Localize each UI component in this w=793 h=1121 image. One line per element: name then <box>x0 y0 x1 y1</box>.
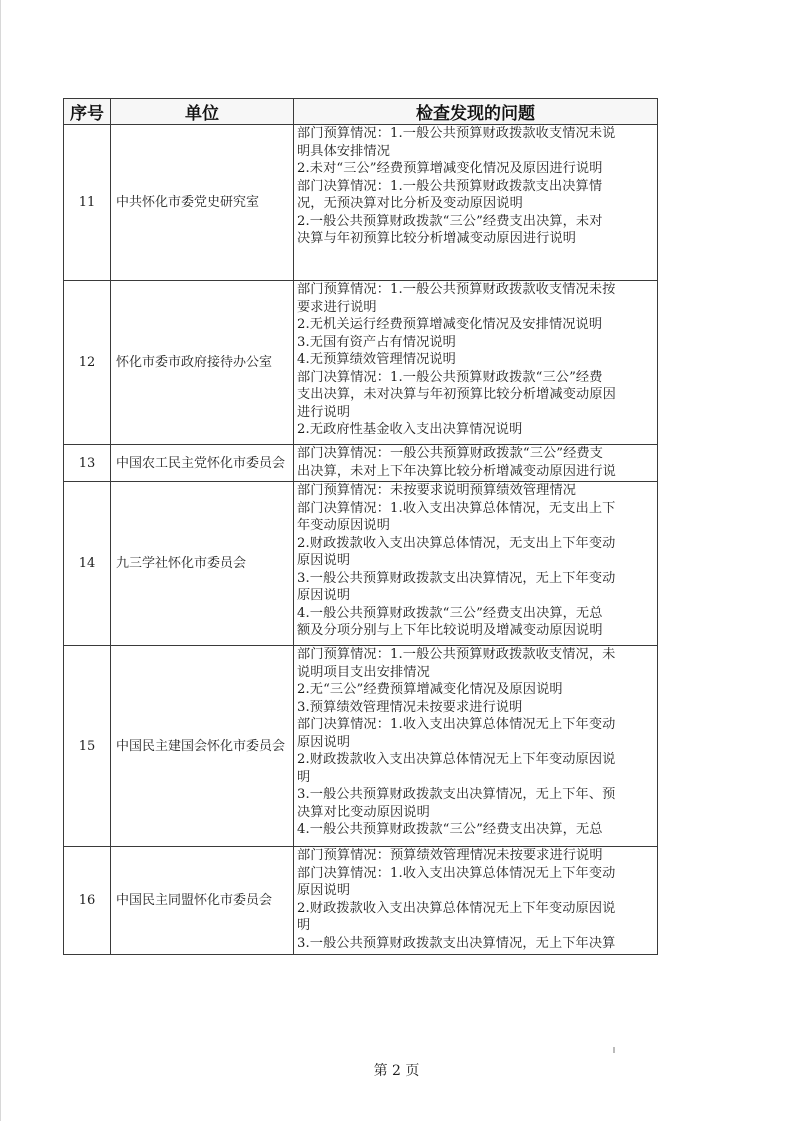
issue-line: 决算对比变动原因说明 <box>297 804 430 820</box>
row-seq: 16 <box>64 847 111 955</box>
scan-speck <box>613 1047 615 1053</box>
header-seq: 序号 <box>64 99 111 125</box>
row-seq: 15 <box>64 646 111 847</box>
issue-line: 明具体安排情况 <box>297 143 391 159</box>
row-seq: 14 <box>64 482 111 646</box>
row-issues-text <box>294 482 657 645</box>
issue-line: 部门预算情况：1.一般公共预算财政拨款收支情况，未 <box>297 647 616 662</box>
issue-line: 支出决算，未对决算与年初预算比较分析增减变动原因 <box>297 387 616 402</box>
row-issues-text <box>294 445 657 481</box>
issue-line: 部门决算情况：1.收入支出决算总体情况无上下年变动 <box>297 717 616 732</box>
issue-line: 4.一般公共预算财政拨款“三公”经费支出决算，无总 <box>297 822 603 837</box>
issue-line: 出决算，未对上下年决算比较分析增减变动原因进行说 <box>297 463 616 479</box>
issue-line: 明 <box>297 769 311 785</box>
issue-line: 原因说明 <box>297 553 351 568</box>
issue-line: 3.一般公共预算财政拨款支出决算情况，无上下年变动 <box>297 570 616 586</box>
issue-line: 年变动原因说明 <box>297 518 391 533</box>
row-issues-text <box>294 281 657 444</box>
issue-line: 部门决算情况：一般公共预算财政拨款“三公”经费支 <box>297 446 604 461</box>
table-body <box>64 125 658 955</box>
issue-line: 原因说明 <box>297 883 351 898</box>
table-row <box>64 125 658 281</box>
issue-line: 4.无预算绩效管理情况说明 <box>297 352 456 367</box>
table-row <box>64 281 658 445</box>
row-issues <box>294 482 658 646</box>
table-row <box>64 482 658 646</box>
row-seq: 12 <box>64 281 111 445</box>
issue-line: 2.无政府性基金收入支出决算情况说明 <box>297 422 523 437</box>
issue-line: 部门决算情况：1.收入支出决算总体情况，无支出上下 <box>297 500 616 516</box>
issue-line: 2.一般公共预算财政拨款“三公”经费支出决算，未对 <box>297 213 603 229</box>
issue-line: 决算与年初预算比较分析增减变动原因进行说明 <box>297 231 577 246</box>
issue-line: 2.无“三公”经费预算增减变化情况及原因说明 <box>297 682 563 697</box>
issue-line: 2.财政拨款收入支出决算总体情况，无支出上下年变动 <box>297 535 616 551</box>
row-issues-text <box>294 847 657 954</box>
issue-line: 明 <box>297 918 311 933</box>
row-unit: 怀化市委市政府接待办公室 <box>111 281 294 445</box>
row-seq: 11 <box>64 125 111 281</box>
issue-line: 说明项目支出安排情况 <box>297 664 430 680</box>
issue-line: 3.一般公共预算财政拨款支出决算情况，无上下年决算 <box>297 935 616 951</box>
row-issues <box>294 847 658 955</box>
inspection-results-table <box>63 98 658 955</box>
row-issues-text <box>294 125 657 280</box>
issue-line: 进行说明 <box>297 404 351 420</box>
page-number: 第 2 页 <box>373 1063 420 1079</box>
issue-line: 2.未对“三公”经费预算增减变化情况及原因进行说明 <box>297 161 603 176</box>
issue-line: 部门决算情况：1.收入支出决算总体情况无上下年变动 <box>297 865 616 881</box>
row-unit: 中国农工民主党怀化市委员会 <box>111 445 294 482</box>
issue-line: 4.一般公共预算财政拨款“三公”经费支出决算，无总 <box>297 605 603 621</box>
issue-line: 原因说明 <box>297 588 351 603</box>
issue-line: 3.预算绩效管理情况未按要求进行说明 <box>297 699 523 715</box>
issue-line: 额及分项分别与上下年比较说明及增减变动原因说明 <box>297 623 603 638</box>
issue-line: 部门预算情况：预算绩效管理情况未按要求进行说明 <box>297 848 603 863</box>
row-issues <box>294 445 658 482</box>
table-row <box>64 847 658 955</box>
issue-line: 部门决算情况：1.一般公共预算财政拨款支出决算情 <box>297 178 603 194</box>
issue-line: 要求进行说明 <box>297 299 377 315</box>
page-scan-edge <box>0 0 1 1121</box>
row-unit: 中国民主建国会怀化市委员会 <box>111 646 294 847</box>
row-unit: 中国民主同盟怀化市委员会 <box>111 847 294 955</box>
issue-line: 3.无国有资产占有情况说明 <box>297 334 456 350</box>
issue-line: 况，无预决算对比分析及变动原因说明 <box>297 196 523 211</box>
table-row <box>64 646 658 847</box>
issue-line: 2.财政拨款收入支出决算总体情况无上下年变动原因说 <box>297 752 616 767</box>
issue-line: 部门预算情况：1.一般公共预算财政拨款收支情况未说 <box>297 126 616 141</box>
row-unit: 九三学社怀化市委员会 <box>111 482 294 646</box>
header-issues: 检查发现的问题 <box>294 99 658 125</box>
header-unit: 单位 <box>111 99 294 125</box>
row-issues-text <box>294 646 657 846</box>
row-issues <box>294 646 658 847</box>
issue-line: 部门决算情况：1.一般公共预算财政拨款“三公”经费 <box>297 369 603 385</box>
issue-line: 原因说明 <box>297 734 351 750</box>
row-unit: 中共怀化市委党史研究室 <box>111 125 294 281</box>
table-header-row <box>64 99 658 125</box>
row-issues <box>294 125 658 281</box>
issue-line: 部门预算情况：1.一般公共预算财政拨款收支情况未按 <box>297 282 616 297</box>
issue-line: 3.一般公共预算财政拨款支出决算情况，无上下年、预 <box>297 787 616 802</box>
issue-line: 2.无机关运行经费预算增减变化情况及安排情况说明 <box>297 317 603 332</box>
issue-line: 部门预算情况：未按要求说明预算绩效管理情况 <box>297 483 577 498</box>
table-row <box>64 445 658 482</box>
issue-line: 2.财政拨款收入支出决算总体情况无上下年变动原因说 <box>297 900 616 916</box>
row-seq: 13 <box>64 445 111 482</box>
row-issues <box>294 281 658 445</box>
